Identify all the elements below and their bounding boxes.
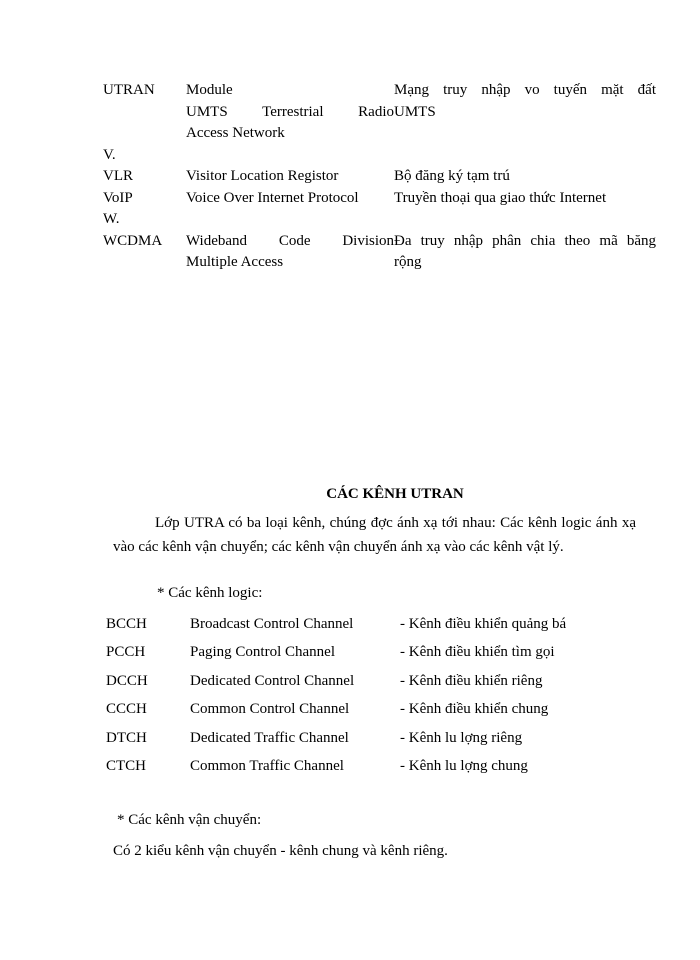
abbr-row-voip [103,188,663,210]
channel-abbr: CCCH [106,701,147,718]
channel-abbr: DTCH [106,729,147,746]
abbr-vietnamese: Mạng truy nhập vo tuyến mặt đất UMTS [394,82,656,120]
abbreviation-table [103,80,663,274]
channel-name: Dedicated Control Channel [190,672,355,689]
channel-desc: - Kênh lu lợng riêng [400,729,523,746]
channel-row [106,696,620,725]
abbr-term: VLR [103,168,133,184]
abbr-row-utran [103,80,663,145]
transport-channels-text: Có 2 kiểu kênh vận chuyển - kênh chung và kênh riêng. [113,843,448,859]
channel-name: Paging Control Channel [190,644,335,661]
channel-desc: - Kênh điều khiển riêng [400,672,543,689]
channel-abbr: BCCH [106,615,147,632]
channel-abbr: PCCH [106,644,146,661]
abbr-row-wcdma [103,231,663,274]
channel-name: Common Traffic Channel [190,758,344,775]
intro-paragraph: Lớp UTRA có ba loại kênh, chúng đợc ánh xạ tới nhau: Các kênh logic ánh xạ vào các kênh vận chuyển; các kênh vận chuyển ánh xạ vào các kênh vật lý. [113,515,636,555]
channel-desc: - Kênh điều khiển quảng bá [400,615,567,632]
abbr-vietnamese: Truyền thoại qua giao thức Internet [394,189,607,206]
abbr-term: VoIP [103,189,133,206]
abbr-english: Voice Over Internet Protocol [186,189,359,206]
section-letter-v: V. [103,146,116,163]
channel-row [106,724,620,753]
section-heading: CÁC KÊNH UTRAN [326,486,464,502]
abbr-vietnamese: Bộ đăng ký tạm trú [394,168,510,184]
abbr-english: Visitor Location Registor [186,168,339,184]
channel-row [106,667,620,696]
channel-abbr: DCCH [106,672,148,689]
channel-desc: - Kênh điều khiển chung [400,701,549,718]
channel-desc: - Kênh lu lợng chung [400,758,528,775]
abbr-english: Module UMTS Terrestrial Radio Access Network [186,82,394,141]
channel-name: Common Control Channel [190,701,350,718]
channel-row [106,753,620,782]
logical-channels-title: * Các kênh logic: [157,585,263,601]
abbr-english: Wideband Code Division Multiple Access [186,232,394,270]
channel-desc: - Kênh điều khiển tìm gọi [400,644,555,661]
channel-row [106,610,620,639]
abbr-row-vlr [103,166,663,188]
channel-name: Broadcast Control Channel [190,615,354,632]
abbr-term: WCDMA [103,232,163,249]
channel-table [106,610,620,781]
abbr-vietnamese: Đa truy nhập phân chia theo mã băng rộng [394,232,656,270]
channel-name: Dedicated Traffic Channel [190,729,349,746]
channel-abbr: CTCH [106,758,147,775]
abbr-term: UTRAN [103,82,155,98]
channel-row [106,639,620,668]
transport-channels-title: * Các kênh vận chuyển: [117,812,262,828]
section-letter-w: W. [103,211,120,227]
